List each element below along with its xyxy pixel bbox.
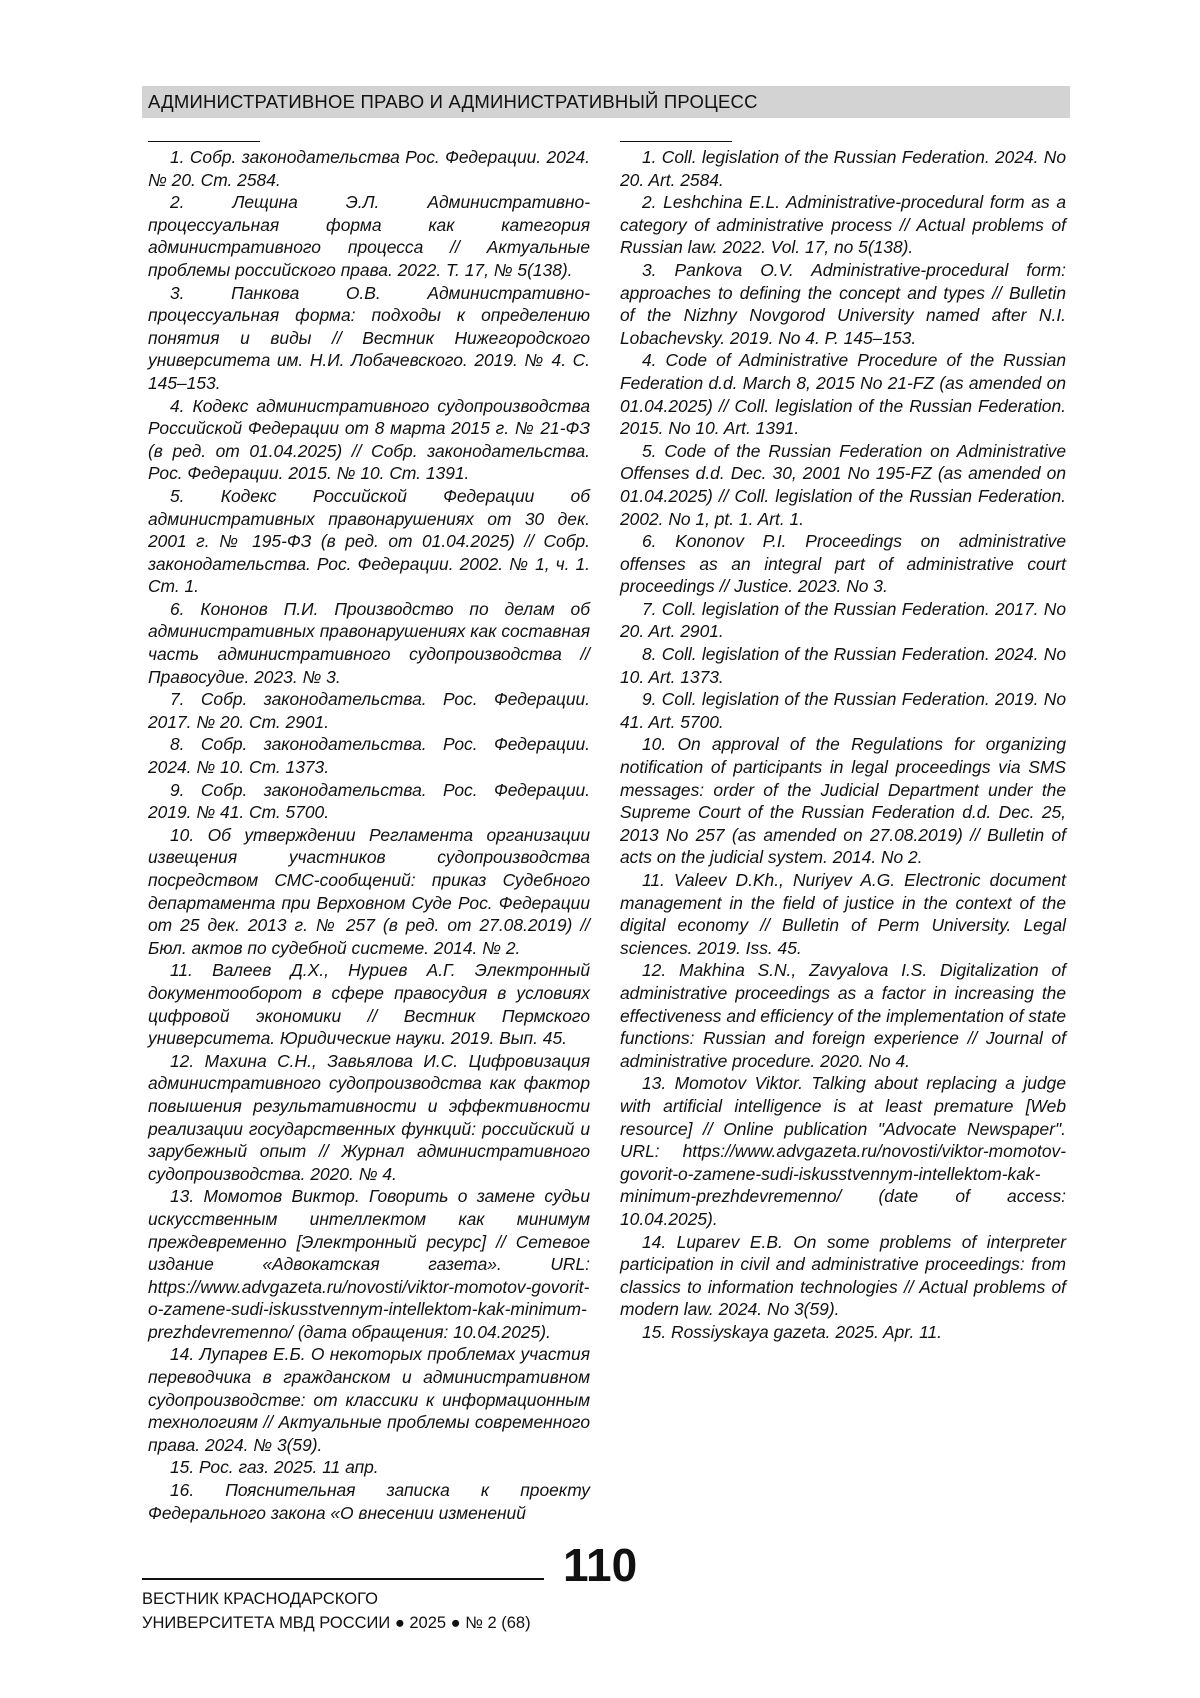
reference-item: 5. Code of the Russian Federation on Administrative Offenses d.d. Dec. 30, 2001 No 195-FZ (as amended on 01.04.2025) // Coll. legislation of the Russian Federation. 2002. No 1, pt. 1. Art. 1.	[620, 440, 1066, 529]
reference-item: 11. Валеев Д.Х., Нуриев А.Г. Электронный документооборот в сфере правосудия в условиях цифровой экономики // Вестник Пермского университета. Юридические науки. 2019. Вып. 45.	[148, 960, 590, 1049]
reference-item: 15. Рос. газ. 2025. 11 апр.	[170, 1457, 379, 1478]
reference-item: 13. Momotov Viktor. Talking about replacing a judge with artificial intelligence is at least premature [Web resource] // Online publication "Advocate Newspaper". URL: https://www.advgazeta.ru/novosti/viktor-momotov-govorit-o-zamene-sudi-iskusstvennym-intellektom-kak-minimum-prezhdevremenno/ (date of access: 10.04.2025).	[620, 1073, 1066, 1229]
reference-item: 1. Собр. законодательства Рос. Федерации. 2024. № 20. Ст. 2584.	[148, 147, 590, 190]
reference-item: 10. On approval of the Regulations for organizing notification of participants in legal proceedings via SMS messages: order of the Judicial Department under the Supreme Court of the Russian Federation d.d. Dec. 25, 2013 No 257 (as amended on 27.08.2019) // Bulletin of acts on the judicial system. 2014. No 2.	[620, 734, 1066, 868]
reference-item: 2. Leshchina E.L. Administrative-procedural form as a category of administrative process // Actual problems of Russian law. 2022. Vol. 17, no 5(138).	[620, 192, 1066, 258]
reference-item: 12. Makhina S.N., Zavyalova I.S. Digitalization of administrative proceedings as a factor in increasing the effectiveness and efficiency of the implementation of state functions: Russian and foreign experience // Journal of administrative procedure. 2020. No 4.	[620, 960, 1066, 1071]
references-column-russian	[148, 146, 590, 1524]
reference-item: 14. Luparev E.B. On some problems of interpreter participation in civil and administrative proceedings: from classics to information technologies // Actual problems of modern law. 2024. No 3(59).	[620, 1231, 1066, 1320]
reference-item: 4. Кодекс административного судопроизводства Российской Федерации от 8 марта 2015 г. № 21-ФЗ (в ред. от 01.04.2025) // Собр. законодательства. Рос. Федерации. 2015. № 10. Ст. 1391.	[148, 395, 590, 484]
reference-item: 9. Coll. legislation of the Russian Federation. 2019. No 41. Art. 5700.	[620, 689, 1066, 732]
page-number: 110	[563, 1539, 638, 1591]
reference-item: 10. Об утверждении Регламента организации извещения участников судопроизводства посредством СМС-сообщений: приказ Судебного департамента при Верховном Суде Рос. Федерации от 25 дек. 2013 г. № 257 (в ред. от 27.08.2019) // Бюл. актов по судебной системе. 2014. № 2.	[148, 824, 590, 958]
reference-item: 9. Собр. законодательства. Рос. Федерации. 2019. № 41. Ст. 5700.	[148, 779, 590, 823]
reference-item: 6. Kononov P.I. Proceedings on administrative offenses as an integral part of administrative court proceedings // Justice. 2023. No 3.	[620, 531, 1066, 597]
reference-item: 6. Кононов П.И. Производство по делам об административных правонарушениях как составная часть административного судопроизводства // Правосудие. 2023. № 3.	[148, 598, 590, 687]
reference-item: 3. Панкова О.В. Административно-процессуальная форма: подходы к определению понятия и виды // Вестник Нижегородского университета им. Н.И. Лобачевского. 2019. № 4. С. 145–153.	[148, 282, 590, 393]
reference-item: 12. Махина С.Н., Завьялова И.С. Цифровизация административного судопроизводства как фактор повышения результативности и эффективности реализации государственных функций: российский и зарубежный опыт // Журнал административного судопроизводства. 2020. № 4.	[148, 1050, 590, 1184]
section-title: АДМИНИСТРАТИВНОЕ ПРАВО И АДМИНИСТРАТИВНЫЙ ПРОЦЕСС	[148, 91, 758, 112]
footer-rule	[142, 1578, 544, 1580]
reference-item: 11. Valeev D.Kh., Nuriyev A.G. Electronic document management in the field of justice in the context of the digital economy // Bulletin of Perm University. Legal sciences. 2019. Iss. 45.	[620, 870, 1066, 958]
footnote-rule-right	[620, 141, 732, 142]
reference-item: 14. Лупарев Е.Б. О некоторых проблемах участия переводчика в гражданском и административном судопроизводстве: от классики к информационным технологиям // Актуальные проблемы современного права. 2024. № 3(59).	[148, 1344, 590, 1455]
reference-item: 2. Лещина Э.Л. Административно-процессуальная форма как категория административного процесса // Актуальные проблемы российского права. 2022. Т. 17, № 5(138).	[148, 192, 590, 280]
reference-item: 4. Code of Administrative Procedure of the Russian Federation d.d. March 8, 2015 No 21-FZ (as amended on 01.04.2025) // Coll. legislation of the Russian Federation. 2015. No 10. Art. 1391.	[620, 350, 1066, 439]
reference-item: 8. Собр. законодательства. Рос. Федерации. 2024. № 10. Ст. 1373.	[148, 734, 590, 778]
reference-item: 15. Rossiyskaya gazeta. 2025. Apr. 11.	[642, 1321, 942, 1342]
reference-item: 8. Coll. legislation of the Russian Federation. 2024. No 10. Art. 1373.	[620, 644, 1066, 687]
journal-name-line-2: УНИВЕРСИТЕТА МВД РОССИИ ● 2025 ● № 2 (68)	[142, 1614, 531, 1632]
references-column-english	[620, 146, 1066, 1343]
journal-name	[142, 1587, 531, 1635]
reference-item: 1. Coll. legislation of the Russian Federation. 2024. No 20. Art. 2584.	[620, 147, 1066, 190]
journal-name-line-1: ВЕСТНИК КРАСНОДАРСКОГО	[142, 1590, 378, 1608]
reference-item: 5. Кодекс Российской Федерации об административных правонарушениях от 30 дек. 2001 г. № 195-ФЗ (в ред. от 01.04.2025) // Собр. законодательства. Рос. Федерации. 2002. № 1, ч. 1. Ст. 1.	[148, 485, 590, 597]
reference-item: 7. Собр. законодательства. Рос. Федерации. 2017. № 20. Ст. 2901.	[148, 689, 590, 732]
reference-item: 13. Момотов Виктор. Говорить о замене судьи искусственным интеллектом как минимум преждевременно [Электронный ресурс] // Сетевое издание «Адвокатская газета». URL: https://www.advgazeta.ru/novosti/viktor-momotov-govorit-o-zamene-sudi-iskusstvennym-intellektom-kak-minimum-prezhdevremenno/ (дата обращения: 10.04.2025).	[148, 1186, 590, 1342]
reference-item: 3. Pankova O.V. Administrative-procedural form: approaches to defining the concept and types // Bulletin of the Nizhny Novgorod University named after N.I. Lobachevsky. 2019. No 4. P. 145–153.	[620, 259, 1066, 348]
footnote-rule-left	[148, 141, 260, 142]
reference-item: 16. Пояснительная записка к проекту Федерального закона «О внесении изменений	[148, 1480, 590, 1523]
reference-item: 7. Coll. legislation of the Russian Federation. 2017. No 20. Art. 2901.	[620, 598, 1066, 642]
